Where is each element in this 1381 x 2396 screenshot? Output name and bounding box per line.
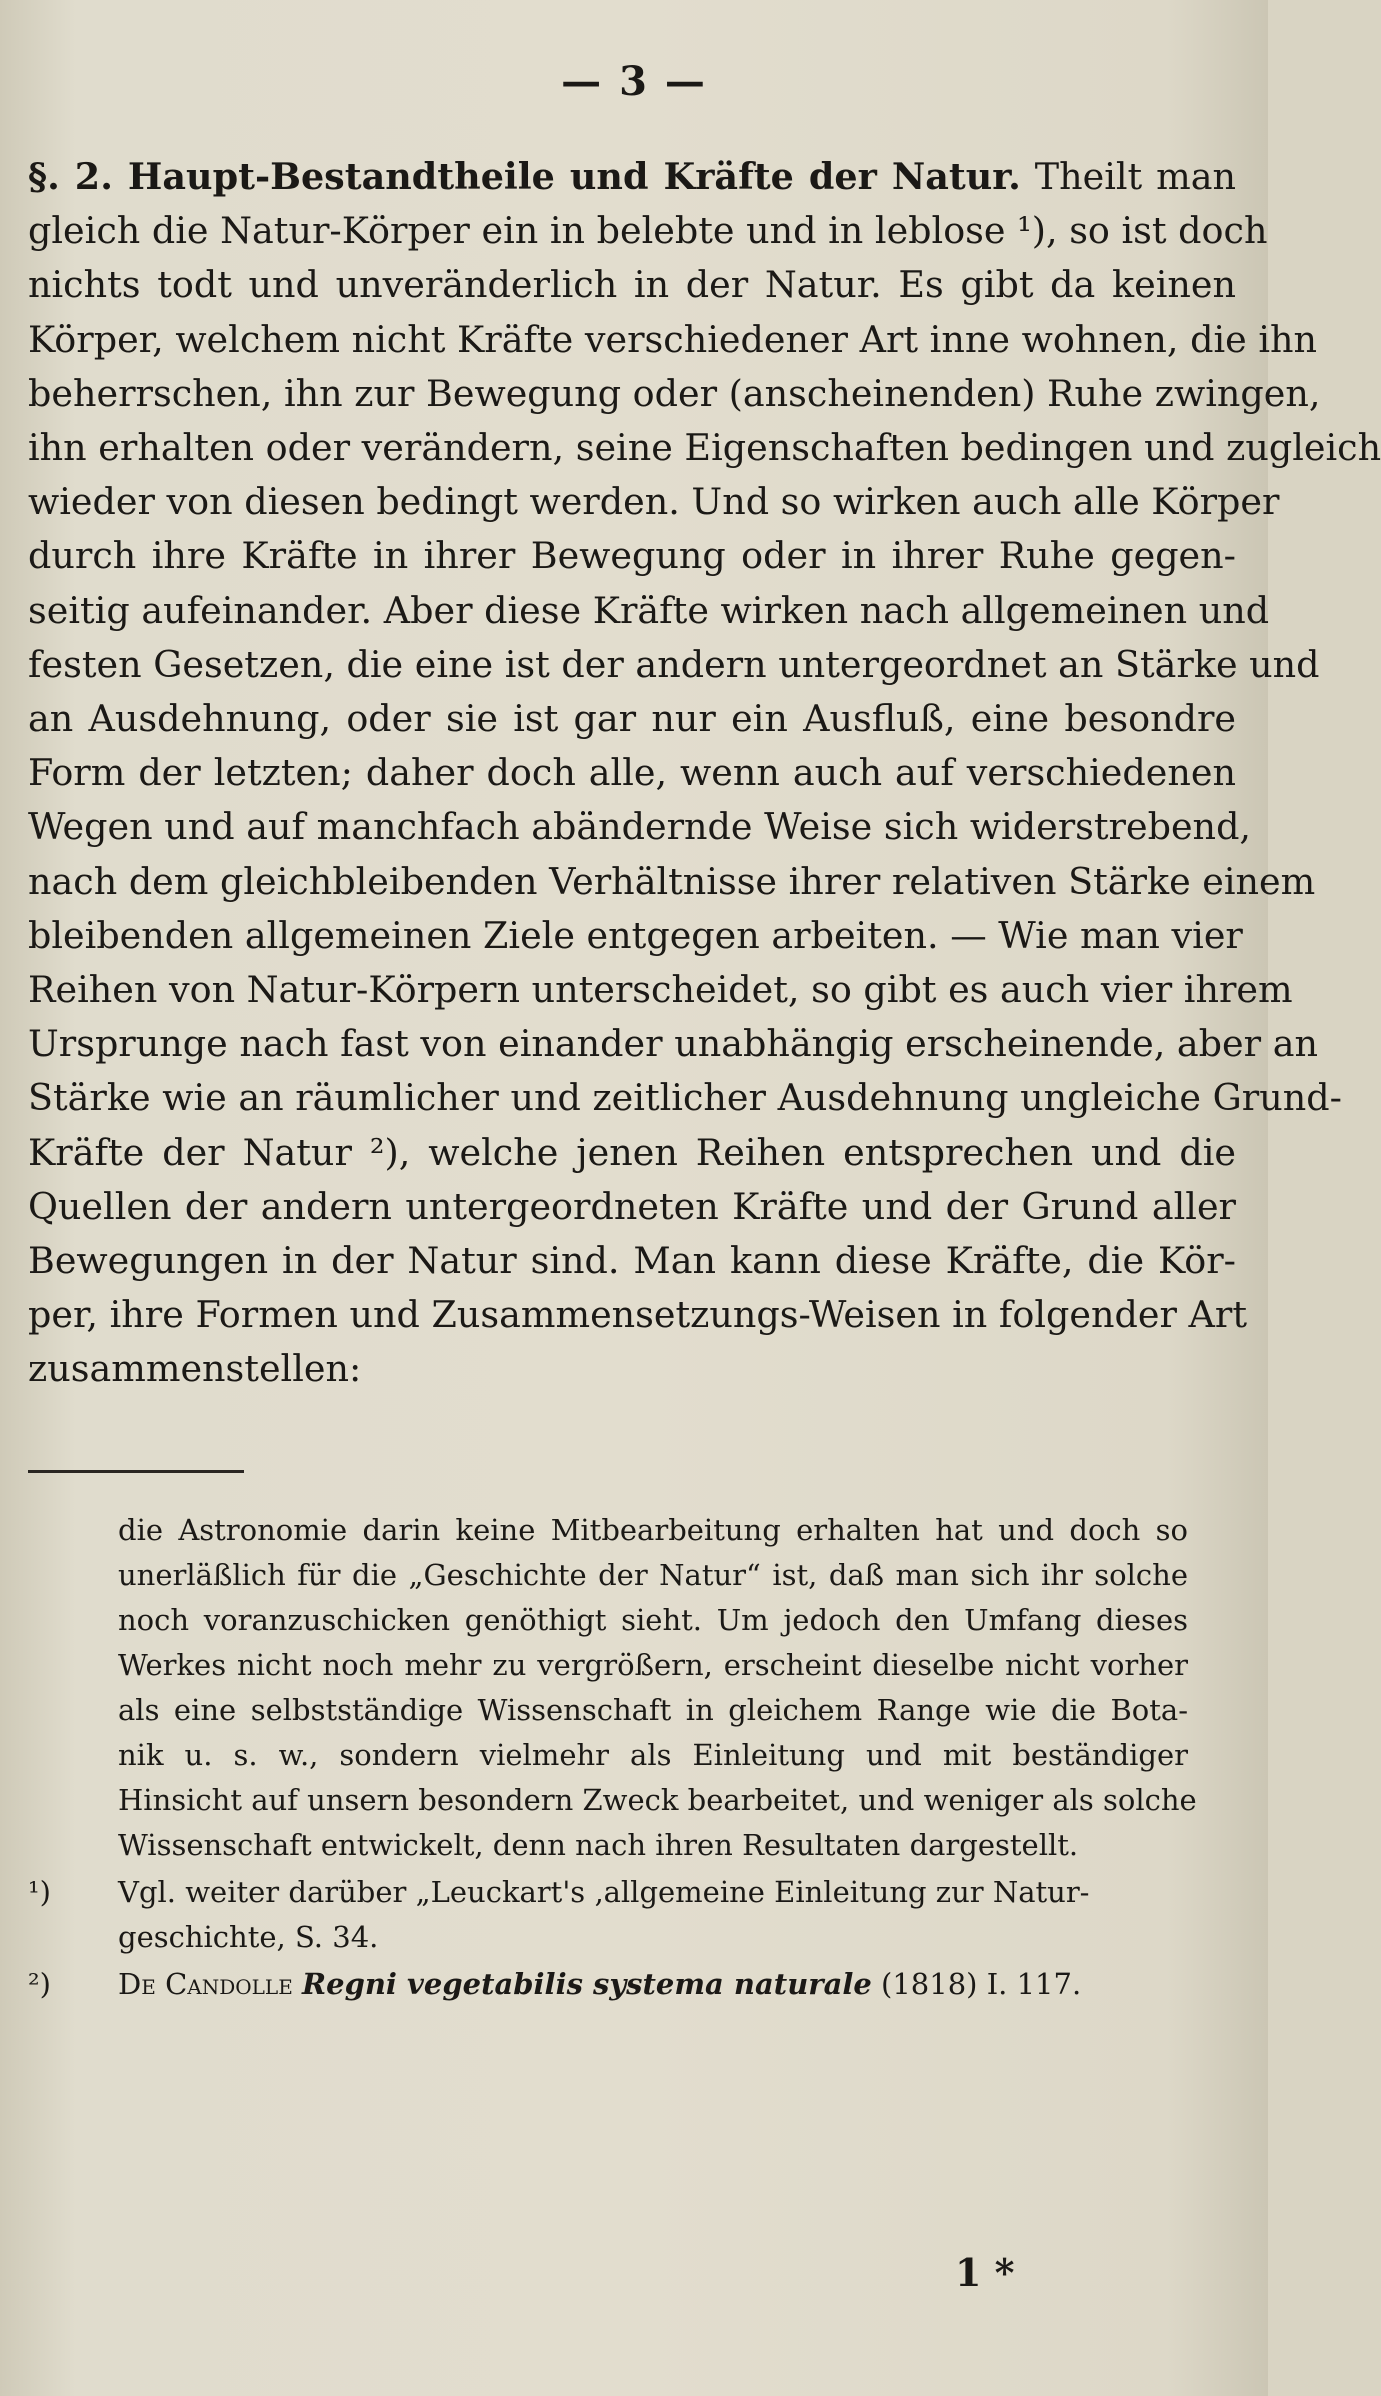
footnote-line: Wissenschaft entwickelt, denn nach ihren Resultaten dargestellt. <box>118 1828 1079 1862</box>
text-line: bleibenden allgemeinen Ziele entgegen arbeiten. — Wie man vier <box>28 913 1243 957</box>
footnote-1 <box>28 1870 1188 1960</box>
footnote-marker: ²) <box>28 1967 51 2001</box>
footnote-marker: ¹) <box>28 1875 51 1909</box>
text-line: an Ausdehnung, oder sie ist gar nur ein Ausfluß, eine besondre <box>28 697 1236 741</box>
text-line: Bewegungen in der Natur sind. Man kann diese Kräfte, die Kör- <box>28 1239 1236 1283</box>
footnote-citation: (1818) I. 117. <box>881 1967 1082 2001</box>
main-text <box>28 150 1381 1397</box>
text-line: Kräfte der Natur ²), welche jenen Reihen entsprechen und die <box>28 1130 1236 1174</box>
page-number: — 3 — <box>561 58 707 105</box>
text-line: nach dem gleichbleibenden Verhältnisse ihrer relativen Stärke einem <box>28 859 1316 903</box>
text-line: gleich die Natur-Körper ein in belebte und in leblose ¹), so ist doch <box>28 209 1268 253</box>
footnote-divider <box>28 1470 244 1473</box>
footnote-line: Hinsicht auf unsern besondern Zweck bearbeitet, und weniger als solche <box>118 1783 1197 1817</box>
text-line: §. 2. Haupt-Bestandtheile und Kräfte der Natur. Theilt man <box>28 155 1236 198</box>
footnote-body <box>118 1870 1090 1960</box>
footnote-line: geschichte, S. 34. <box>118 1920 379 1954</box>
text-line: Quellen der andern untergeordneten Kräfte und der Grund aller <box>28 1184 1236 1228</box>
footnote-line: als eine selbstständige Wissenschaft in gleichem Range wie die Bota- <box>118 1693 1188 1727</box>
text-line: wieder von diesen bedingt werden. Und so wirken auch alle Körper <box>28 480 1280 524</box>
text-line: Körper, welchem nicht Kräfte verschiedener Art inne wohnen, die ihn <box>28 317 1318 361</box>
footnote-line: nik u. s. w., sondern vielmehr als Einleitung und mit beständiger <box>118 1738 1188 1772</box>
footnote-line: die Astronomie darin keine Mitbearbeitung erhalten hat und doch so <box>118 1513 1188 1547</box>
footnote-continuation <box>28 1508 1197 1868</box>
text-line: per, ihre Formen und Zusammensetzungs-Weisen in folgender Art <box>28 1293 1248 1337</box>
text-line: durch ihre Kräfte in ihrer Bewegung oder in ihrer Ruhe gegen- <box>28 534 1236 578</box>
footnote-title: Regni vegetabilis systema naturale <box>302 1967 872 2001</box>
footnote-2 <box>28 1962 1188 2007</box>
footnote-line <box>118 1962 1081 2007</box>
text-line: festen Gesetzen, die eine ist der andern untergeordnet an Stärke und <box>28 642 1320 686</box>
footnote-line: noch voranzuschicken genöthigt sieht. Um jedoch den Umfang dieses <box>118 1603 1188 1637</box>
text-line: seitig aufeinander. Aber diese Kräfte wirken nach allgemeinen und <box>28 588 1270 632</box>
text-line: Stärke wie an räumlicher und zeitlicher Ausdehnung ungleiche Grund- <box>28 1076 1342 1120</box>
printer-signature: 1 * <box>955 2250 1015 2295</box>
footnote-author: De Candolle <box>118 1967 293 2001</box>
text-line: Form der letzten; daher doch alle, wenn auch auf verschiedenen <box>28 751 1236 795</box>
text-line: beherrschen, ihn zur Bewegung oder (anscheinenden) Ruhe zwingen, <box>28 371 1321 415</box>
text-line: zusammenstellen: <box>28 1347 362 1391</box>
footnotes <box>28 1508 1197 2007</box>
footnote-line: Werkes nicht noch mehr zu vergrößern, erscheint dieselbe nicht vorher <box>118 1648 1188 1682</box>
section-heading: §. 2. Haupt-Bestandtheile und Kräfte der Natur. <box>28 155 1021 198</box>
text-line: Reihen von Natur-Körpern unterscheidet, so gibt es auch vier ihrem <box>28 968 1293 1012</box>
text-line: Ursprunge nach fast von einander unabhängig erscheinende, aber an <box>28 1022 1318 1066</box>
footnote-line: unerläßlich für die „Geschichte der Natur“ ist, daß man sich ihr solche <box>118 1558 1188 1592</box>
text-line: nichts todt und unveränderlich in der Natur. Es gibt da keinen <box>28 263 1236 307</box>
footnote-body <box>118 1962 1081 2007</box>
text-line: ihn erhalten oder verändern, seine Eigenschaften bedingen und zugleich <box>28 426 1381 470</box>
text-line: Wegen und auf manchfach abändernde Weise sich widerstrebend, <box>28 805 1252 849</box>
footnote-line: Vgl. weiter darüber „Leuckart's ‚allgemeine Einleitung zur Natur- <box>118 1875 1090 1909</box>
